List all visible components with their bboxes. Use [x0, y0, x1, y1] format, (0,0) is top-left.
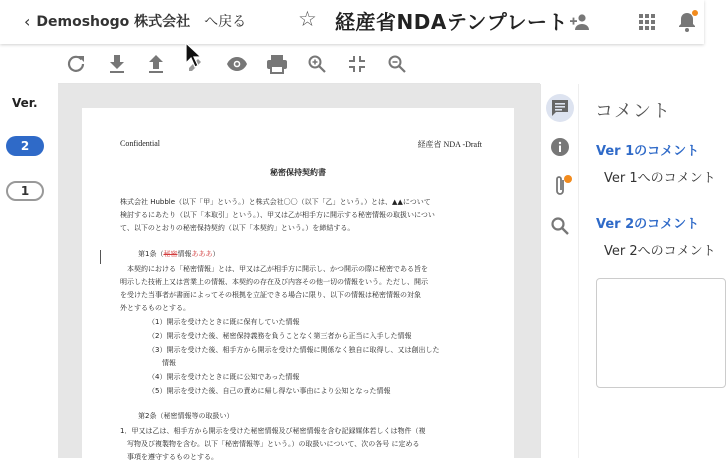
deleted-text: 秘密	[163, 250, 178, 258]
notification-badge	[691, 9, 699, 17]
add-member-icon[interactable]	[567, 9, 593, 35]
inserted-text: あああ	[191, 250, 213, 258]
preview-icon[interactable]	[225, 52, 249, 76]
article-1-item: 情報	[148, 359, 176, 367]
intro-line: 検討するにあたり（以下「本取引」という。）、甲又は乙が相手方に開示する秘密情報の取扱いについ	[120, 211, 435, 219]
comment-icon[interactable]	[546, 94, 574, 122]
return-label: へ戻る	[204, 14, 247, 30]
comments-title: コメント	[595, 101, 671, 122]
download-icon[interactable]	[105, 52, 129, 76]
intro-line: 株式会社 Hubble（以下「甲」という。）と株式会社〇〇（以下「乙」という。）とは、▲▲について	[120, 198, 431, 206]
print-icon[interactable]	[265, 52, 289, 76]
zoom-out-icon[interactable]	[385, 52, 409, 76]
version-1-button[interactable]: 1	[6, 181, 44, 201]
star-icon[interactable]: ☆	[298, 7, 317, 31]
document-title: 秘密保持契約書	[270, 168, 326, 177]
upload-icon[interactable]	[144, 52, 168, 76]
comment-input[interactable]	[596, 278, 726, 388]
panel-switcher	[540, 84, 578, 458]
article-1-item: （2）開示を受けた後、秘密保持義務を負うことなく第三者から正当に入手した情報	[148, 332, 412, 340]
article-1-body-line: を受けた当事者が書面によってその根拠を立証できる場合に限り、以下の情報は秘密情報の対象	[120, 291, 421, 299]
top-bar	[0, 0, 704, 44]
page-header-right: 経産省 NDA -Draft	[417, 140, 482, 149]
attachment-icon[interactable]	[546, 172, 574, 200]
page-header-left: Confidential	[120, 139, 160, 148]
page-title: 経産省NDAテンプレート	[335, 10, 569, 34]
document-toolbar	[58, 44, 540, 84]
zoom-in-icon[interactable]	[305, 52, 329, 76]
article-2-heading: 第2条（秘密情報等の取扱い）	[138, 412, 234, 420]
article-1-item: （4）開示を受けたときに既に公知であった情報	[148, 373, 300, 381]
attachment-badge	[564, 175, 572, 183]
info-icon[interactable]	[546, 133, 574, 161]
article-1-body-line: 外とするものとする。	[120, 304, 190, 312]
bell-icon[interactable]	[674, 9, 700, 35]
article-1-body-line: 明示した技術上又は営業上の情報、本契約の存在及び内容その他一切の情報をいう。ただし、開示	[120, 278, 428, 286]
article-2-body-line: 写物及び複製物を含む。以下「秘密情報等」という。）の取扱いについて、次の各号 に定める	[120, 440, 420, 448]
article-1-item: （5）開示を受けた後、自己の責めに帰し得ない事由により公知となった情報	[148, 387, 391, 395]
comment-version-heading[interactable]: Ver 2のコメント	[596, 217, 700, 232]
document-page[interactable]	[82, 108, 514, 468]
version-label: Ver.	[12, 96, 38, 110]
version-2-button[interactable]: 2	[6, 136, 44, 156]
search-icon[interactable]	[546, 212, 574, 240]
comments-panel	[578, 84, 716, 458]
comment-text[interactable]: Ver 2へのコメント	[604, 244, 716, 259]
refresh-icon[interactable]	[64, 52, 88, 76]
company-name: Demoshogo 株式会社	[36, 14, 191, 30]
comment-text[interactable]: Ver 1へのコメント	[604, 171, 716, 186]
article-1-body-line: 本契約における「秘密情報」とは、甲又は乙が相手方に開示し、かつ開示の際に秘密である旨を	[120, 265, 428, 273]
mouse-cursor-icon	[185, 42, 203, 72]
intro-line: て、以下のとおりの秘密保持契約（以下「本契約」という。）を締結する。	[120, 224, 355, 232]
document-viewer[interactable]	[58, 84, 540, 461]
text-caret	[100, 250, 101, 264]
article-2-body-line: 1．甲又は乙は、相手方から開示を受けた秘密情報及び秘密情報を含む記録媒体若しくは物件（複	[120, 427, 426, 435]
fit-screen-icon[interactable]	[345, 52, 369, 76]
back-link[interactable]	[24, 10, 246, 32]
comment-version-heading[interactable]: Ver 1のコメント	[596, 144, 700, 159]
article-1-item: （3）開示を受けた後、相手方から開示を受けた情報に関係なく独自に取得し、又は創出した	[148, 346, 440, 354]
chevron-left-icon: ‹	[24, 11, 31, 31]
article-1-heading: 第1条（秘密情報あああ）	[138, 250, 220, 258]
article-1-item: （1）開示を受けたときに既に保有していた情報	[148, 318, 300, 326]
apps-grid-icon[interactable]	[634, 9, 660, 35]
article-2-body-line: 事項を遵守するものとする。	[120, 453, 218, 461]
version-column	[0, 44, 58, 458]
